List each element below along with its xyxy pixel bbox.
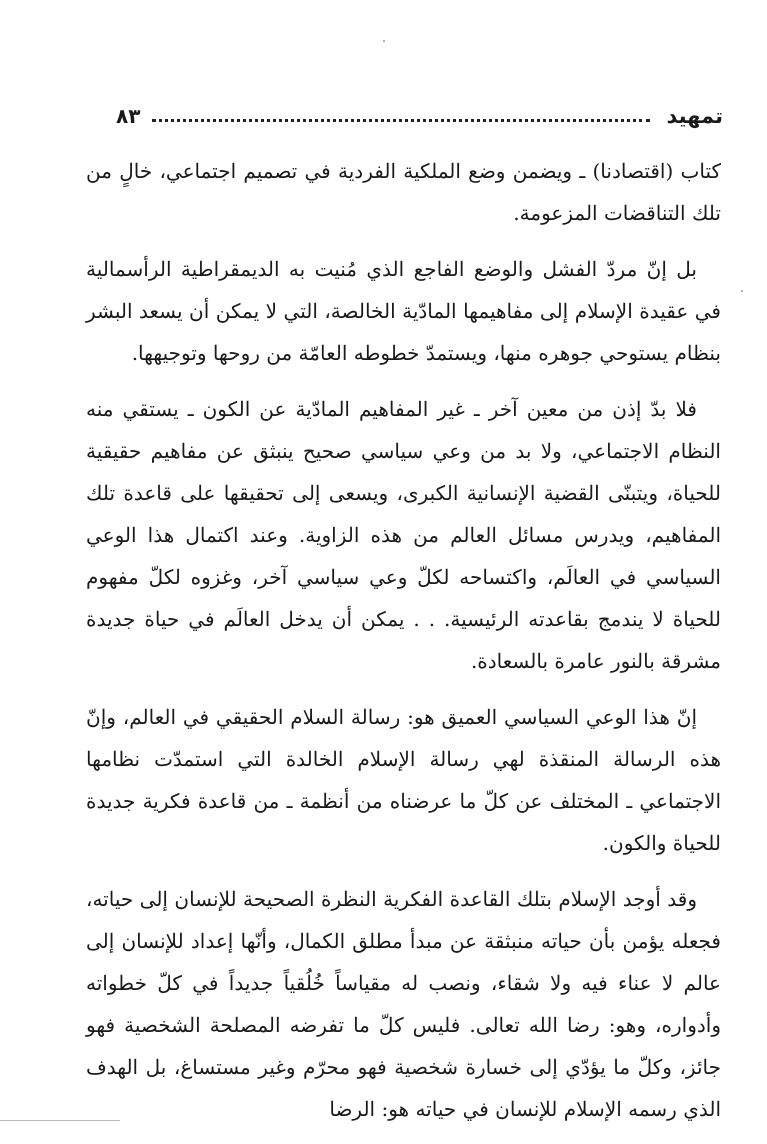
paragraph-continuation: كتاب (اقتصادنا) ـ ويضمن وضع الملكية الفردية في تصميم اجتماعي، خالٍ من تلك التناقضات المزعومة. bbox=[86, 159, 721, 225]
body-text bbox=[86, 150, 721, 1144]
paragraph: فلا بدّ إذن من معين آخر ـ غير المفاهيم المادّية عن الكون ـ يستقي منه النظام الاجتماعي، ولا بد من وعي سياسي صحيح ينبثق عن مفاهيم حقيقية للحياة، ويتبنّى القضية الإنسانية الكبرى، ويسعى إلى تحقيقها على قاعدة تلك المفاهيم، ويدرس مسائل العالم من هذه الزاوية. وعند اكتمال هذا الوعي السياسي في العالَم، واكتساحه لكلّ وعي سياسي آخر، وغزوه لكلّ مفهوم للحياة لا يندمج بقاعدته الرئيسية. . . يمكن أن يدخل العالَم في حياة جديدة مشرقة بالنور عامرة بالسعادة. bbox=[86, 397, 721, 673]
scan-edge-line bbox=[0, 1120, 120, 1121]
chapter-title: تمهيد bbox=[666, 104, 723, 128]
scan-speck bbox=[383, 40, 385, 42]
header-dot-leader bbox=[152, 119, 650, 122]
scan-speck bbox=[741, 290, 743, 292]
running-header bbox=[116, 96, 723, 136]
page-number: ٨٣ bbox=[116, 104, 141, 128]
paragraph: وقد أوجد الإسلام بتلك القاعدة الفكرية النظرة الصحيحة للإنسان إلى حياته، فجعله يؤمن بأن حياته منبثقة عن مبدأ مطلق الكمال، وأنّها إعداد للإنسان إلى عالم لا عناء فيه ولا شقاء، ونصب له مقياساً خُلُقياً جديداً في كلّ خطواته وأدواره، وهو: رضا الله تعالى. فليس كلّ ما تفرضه المصلحة الشخصية فهو جائز، وكلّ ما يؤدّي إلى خسارة شخصية فهو محرّم وغير مستساغ، بل الهدف الذي رسمه الإسلام للإنسان في حياته هو: الرضا bbox=[86, 887, 721, 1121]
paragraph: إنّ هذا الوعي السياسي العميق هو: رسالة السلام الحقيقي في العالم، وإنّ هذه الرسالة المنقذة لهي رسالة الإسلام الخالدة التي استمدّت نظامها الاجتماعي ـ المختلف عن كلّ ما عرضناه من أنظمة ـ من قاعدة فكرية جديدة للحياة والكون. bbox=[86, 705, 721, 855]
paragraph: بل إنّ مردّ الفشل والوضع الفاجع الذي مُنيت به الديمقراطية الرأسمالية في عقيدة الإسلام إلى مفاهيمها المادّية الخالصة، التي لا يمكن أن يسعد البشر بنظام يستوحي جوهره منها، ويستمدّ خطوطه العامّة من روحها وتوجيهها. bbox=[86, 257, 721, 365]
